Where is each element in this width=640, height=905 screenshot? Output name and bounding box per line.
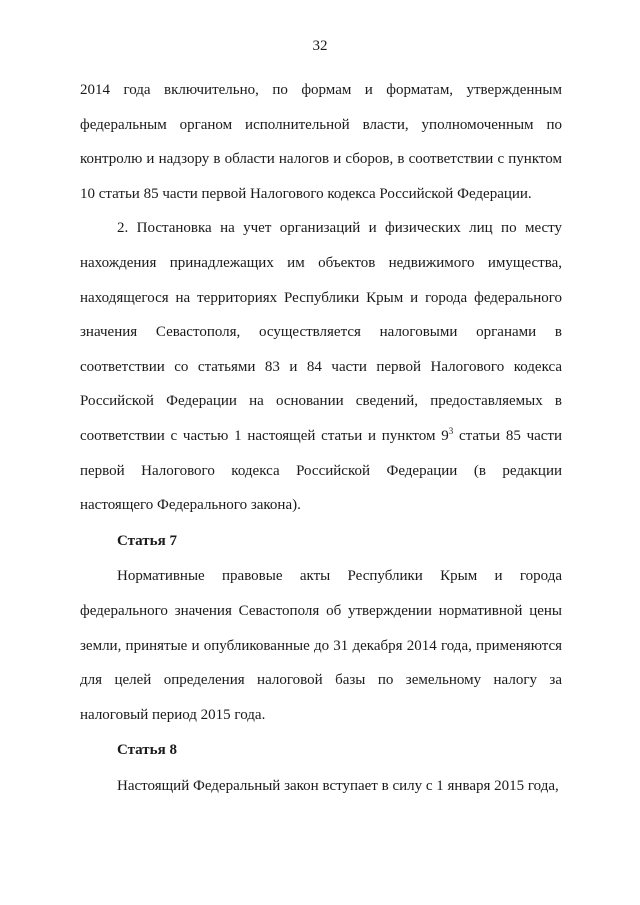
article-8-text: Настоящий Федеральный закон вступает в силу с 1 января 2015 года,	[117, 777, 559, 794]
paragraph-continuation: 2014 года включительно, по формам и форматам, утвержденным федеральным органом исполнительной власти, уполномоченным по контролю и надзору в области налогов и сборов, в соответствии с пунктом 10 статьи 85 части первой Налогового кодекса Российской Федерации.	[80, 82, 562, 202]
paragraph-registration-text-end: статьи 85 части первой Налогового кодекса Российской Федерации (в редакции настоящего Федерального закона).	[80, 427, 563, 514]
article-7-text: Нормативные правовые акты Республики Крым и города федерального значения Севастополя об утверждении нормативной цены земли, принятые и опубликованные до 31 декабря 2014 года, применяются для целей определения налоговой базы по земельному налогу за налоговый период 2015 года.	[80, 568, 562, 723]
paragraph-registration	[80, 211, 562, 522]
page-number: 32	[312, 38, 328, 54]
paragraph-registration-text: 2. Постановка на учет организаций и физических лиц по месту нахождения принадлежащих им объектов недвижимого имущества, находящегося на территориях Республики Крым и города федерального значения Севастополя, осуществляется налоговыми органами в соответствии со статьями 83 и 84 части первой Налогового кодекса Российской Федерации на основании сведений, предоставляемых в соответствии с частью 1 настоящей статьи и пунктом 9	[80, 220, 562, 444]
article-7-heading: Статья 7	[117, 532, 177, 549]
document-body	[80, 73, 562, 803]
article-8-heading: Статья 8	[117, 742, 177, 759]
superscript-index: 3	[448, 425, 454, 436]
